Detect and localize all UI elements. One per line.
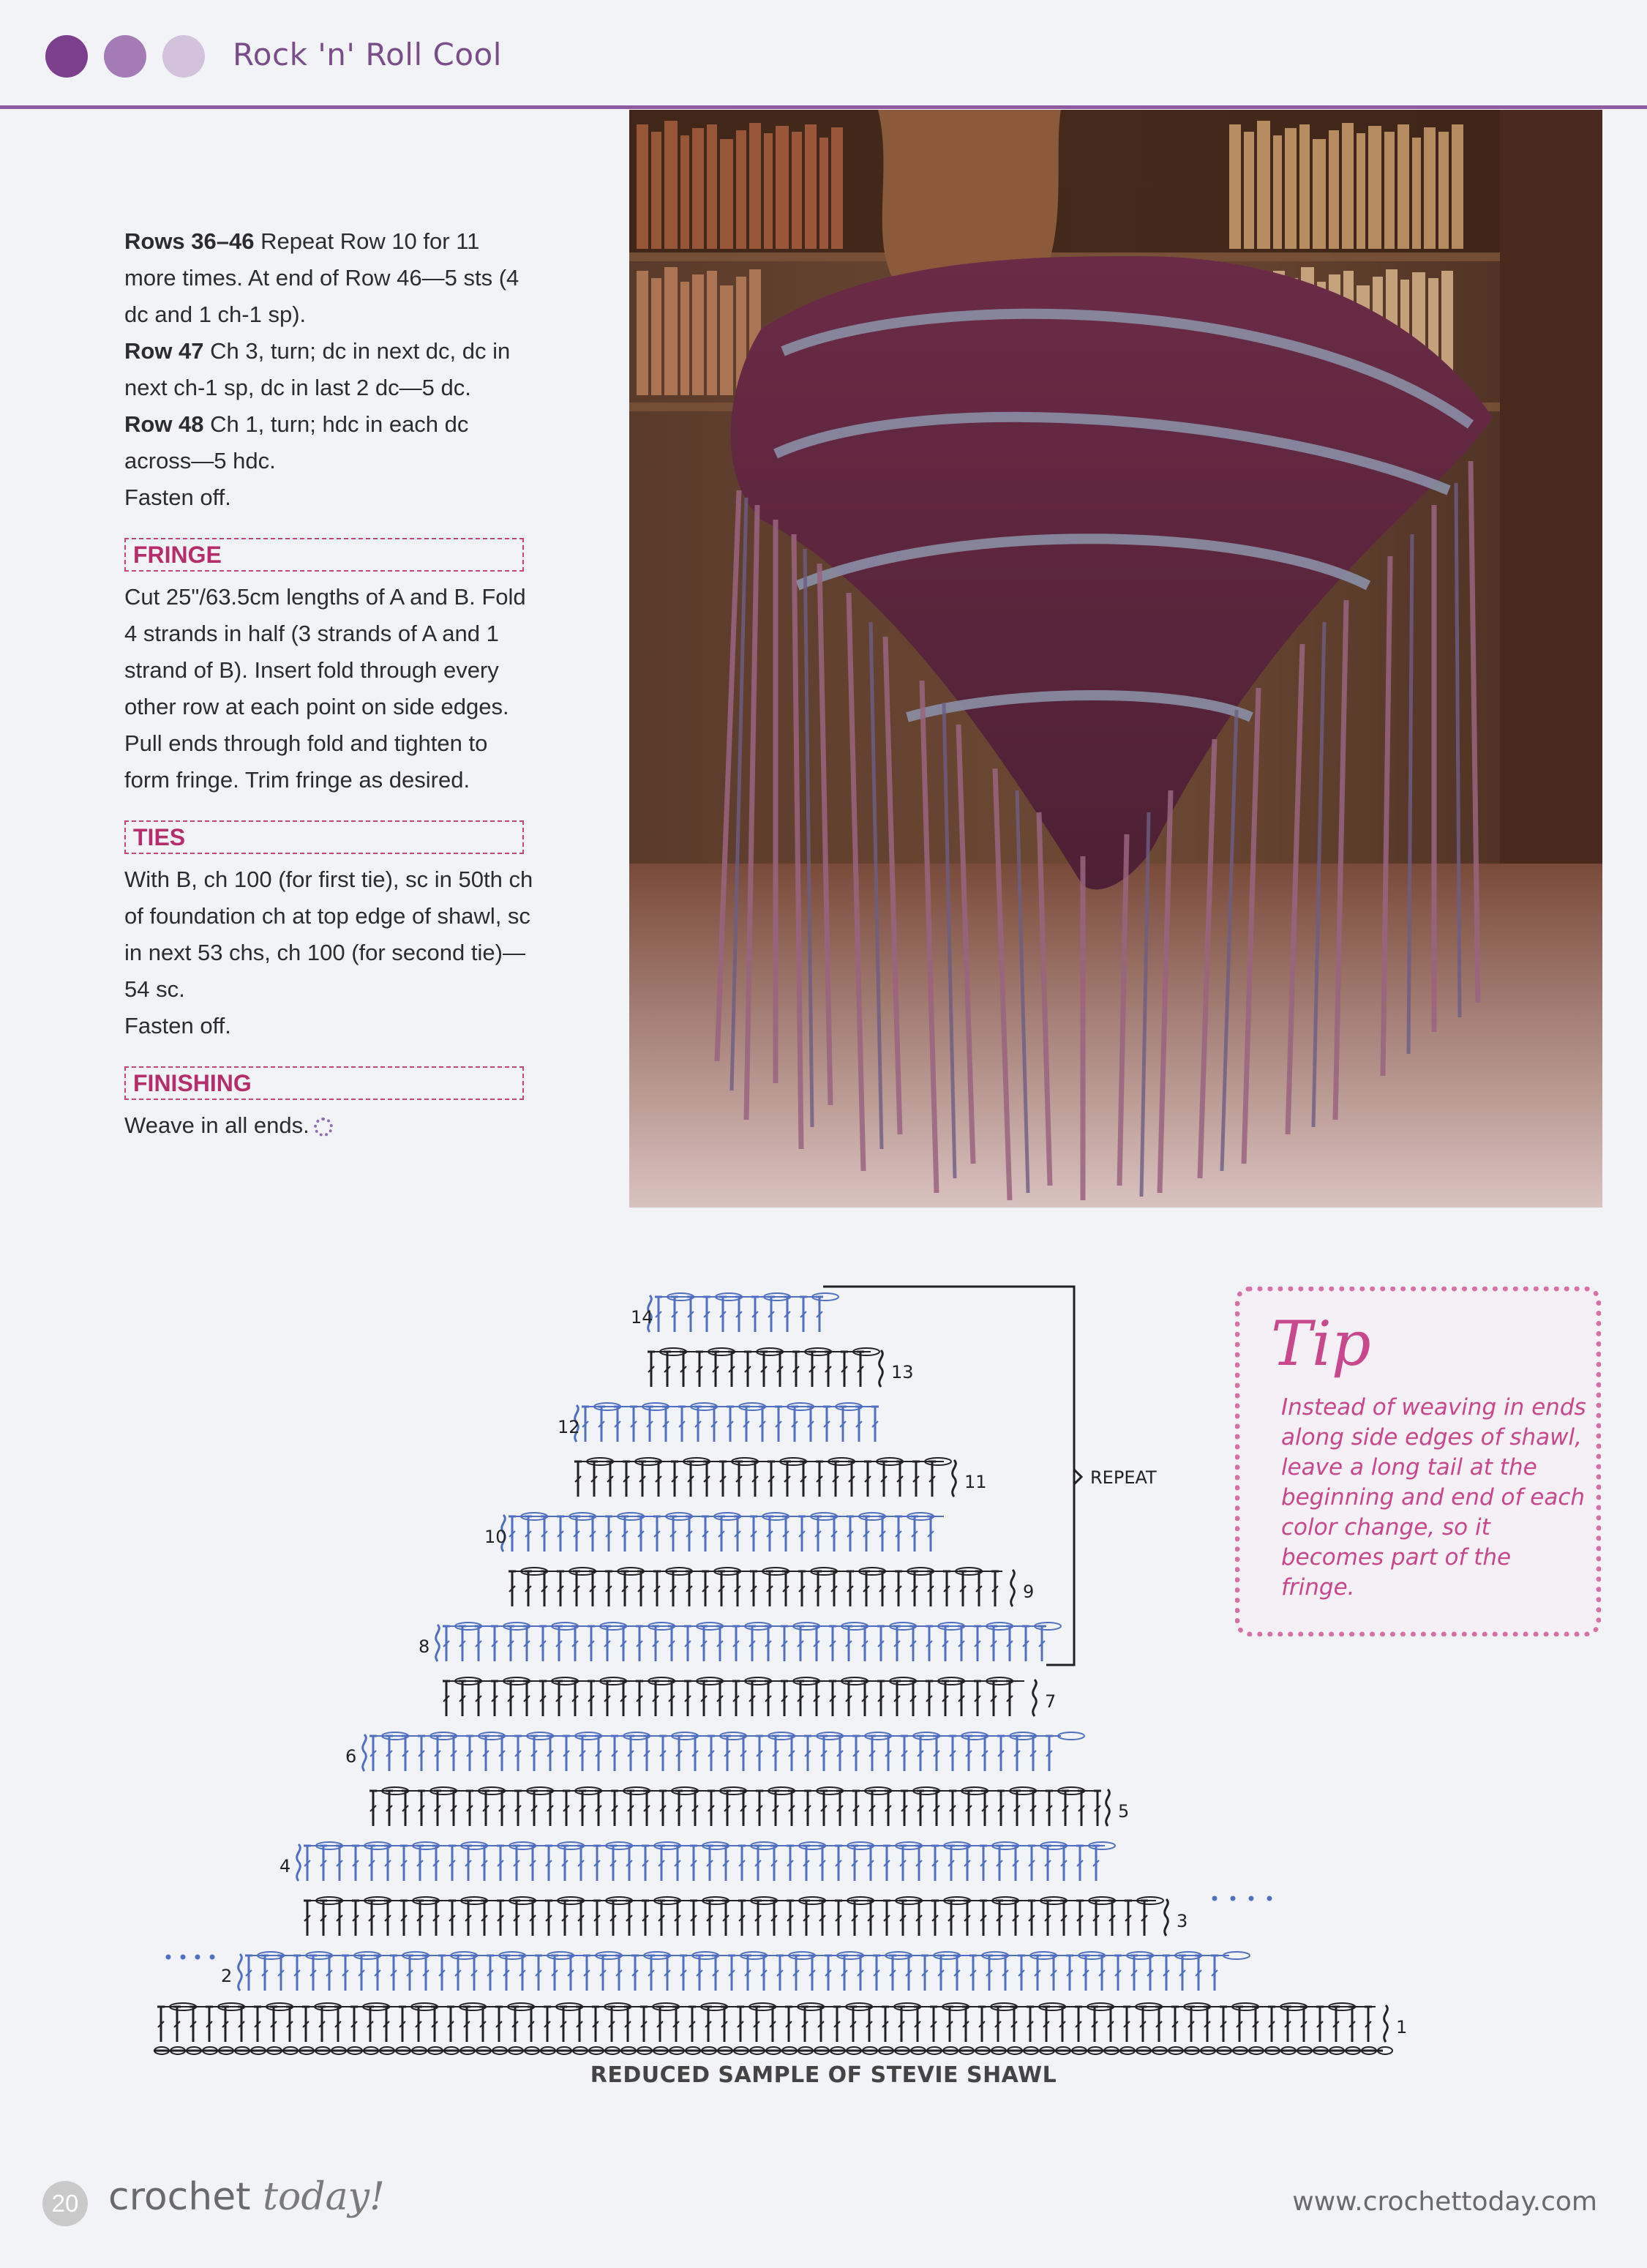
fasten-off-1: Fasten off. bbox=[124, 484, 231, 510]
row-label: 13 bbox=[891, 1362, 914, 1382]
instructions-column bbox=[124, 223, 534, 1144]
row-label: 8 bbox=[419, 1636, 430, 1657]
end-dot bbox=[1267, 1896, 1272, 1901]
rows-36-46-label: Rows 36–46 bbox=[124, 228, 255, 254]
end-dot bbox=[195, 1955, 200, 1960]
diagram-caption: REDUCED SAMPLE OF STEVIE SHAWL bbox=[590, 2062, 1057, 2088]
footer-url: www.crochettoday.com bbox=[1292, 2187, 1597, 2217]
turning-chain bbox=[1011, 1570, 1015, 1606]
ties-heading: TIES bbox=[124, 820, 524, 854]
row-label: 10 bbox=[484, 1527, 507, 1547]
page-header bbox=[0, 0, 1647, 110]
turning-chain bbox=[1033, 1680, 1037, 1716]
tip-title: Tip bbox=[1271, 1308, 1371, 1380]
row-47-text: Ch 3, turn; dc in next dc, dc in next ch-1 sp, dc in last 2 dc—5 dc. bbox=[124, 338, 511, 400]
header-rule bbox=[0, 105, 1647, 109]
end-dot bbox=[210, 1955, 215, 1960]
repeat-label: REPEAT bbox=[1090, 1467, 1157, 1488]
rows-36-46 bbox=[124, 223, 534, 333]
tip-text: Instead of weaving in ends along side edges of shawl, leave a long tail at the beginning and end of each color change, so it becomes part of the fringe. bbox=[1281, 1394, 1586, 1601]
rows-36-46-text: Repeat Row 10 for 11 more times. At end of Row 46—5 sts (4 dc and 1 ch-1 sp). bbox=[124, 228, 519, 327]
chain-oval bbox=[1058, 1732, 1084, 1740]
row-48-label: Row 48 bbox=[124, 411, 204, 437]
footer-brand-b: today! bbox=[263, 2175, 385, 2219]
end-dot bbox=[1249, 1896, 1254, 1901]
fringe-text: Cut 25"/63.5cm lengths of A and B. Fold 4 strands in half (3 strands of A and 1 strand of B). Insert fold through every other row at each point on side edges. Pull ends through fold and tighten to form fringe. Trim fringe as desired. bbox=[124, 584, 526, 793]
finishing-heading: FINISHING bbox=[124, 1066, 524, 1100]
end-dot bbox=[166, 1955, 171, 1960]
footer-brand bbox=[108, 2175, 385, 2219]
row-47-label: Row 47 bbox=[124, 338, 204, 364]
row-label: 4 bbox=[279, 1856, 291, 1876]
stitch-diagram bbox=[139, 1273, 1441, 2093]
end-mark-icon bbox=[314, 1118, 333, 1137]
section-title: Rock 'n' Roll Cool bbox=[233, 37, 502, 72]
row-label: 1 bbox=[1396, 2017, 1408, 2037]
end-dot bbox=[1212, 1896, 1218, 1901]
row-48-text: Ch 1, turn; hdc in each dc across—5 hdc. bbox=[124, 411, 469, 474]
fasten-off-2: Fasten off. bbox=[124, 1013, 231, 1038]
row-label: 7 bbox=[1045, 1691, 1057, 1712]
row-48 bbox=[124, 406, 534, 479]
page-number: 20 bbox=[42, 2181, 88, 2226]
header-dot-dark bbox=[45, 35, 88, 78]
header-dot-medium bbox=[104, 35, 146, 78]
row-label: 5 bbox=[1118, 1801, 1130, 1822]
header-dot-light bbox=[162, 35, 205, 78]
row-label: 3 bbox=[1177, 1911, 1188, 1931]
turning-chain bbox=[1165, 1899, 1168, 1936]
row-label: 12 bbox=[558, 1417, 580, 1437]
row-label: 14 bbox=[631, 1307, 653, 1328]
turning-chain bbox=[239, 1954, 242, 1991]
row-47 bbox=[124, 333, 534, 406]
end-dot bbox=[1231, 1896, 1236, 1901]
shawl-photo bbox=[629, 110, 1602, 1208]
turning-chain bbox=[363, 1734, 367, 1771]
row-label: 11 bbox=[964, 1472, 987, 1492]
ties-text: With B, ch 100 (for first tie), sc in 50th ch of foundation ch at top edge of shawl, sc in next 53 chs, ch 100 (for second tie)—54 sc. bbox=[124, 867, 533, 1002]
turning-chain bbox=[436, 1625, 440, 1661]
end-dot bbox=[181, 1955, 186, 1960]
turning-chain bbox=[1106, 1789, 1110, 1826]
repeat-bracket bbox=[823, 1287, 1074, 1665]
turning-chain bbox=[297, 1844, 301, 1881]
finishing-text bbox=[124, 1107, 534, 1144]
turning-chain bbox=[953, 1460, 956, 1497]
footer-brand-a: crochet bbox=[108, 2175, 263, 2219]
turning-chain bbox=[1384, 2005, 1388, 2042]
turning-chain bbox=[879, 1350, 883, 1387]
row-label: 9 bbox=[1023, 1582, 1035, 1602]
finishing-text-content: Weave in all ends. bbox=[124, 1112, 309, 1138]
fringe-heading: FRINGE bbox=[124, 538, 524, 572]
row-label: 6 bbox=[345, 1746, 357, 1767]
row-label: 2 bbox=[221, 1966, 233, 1986]
